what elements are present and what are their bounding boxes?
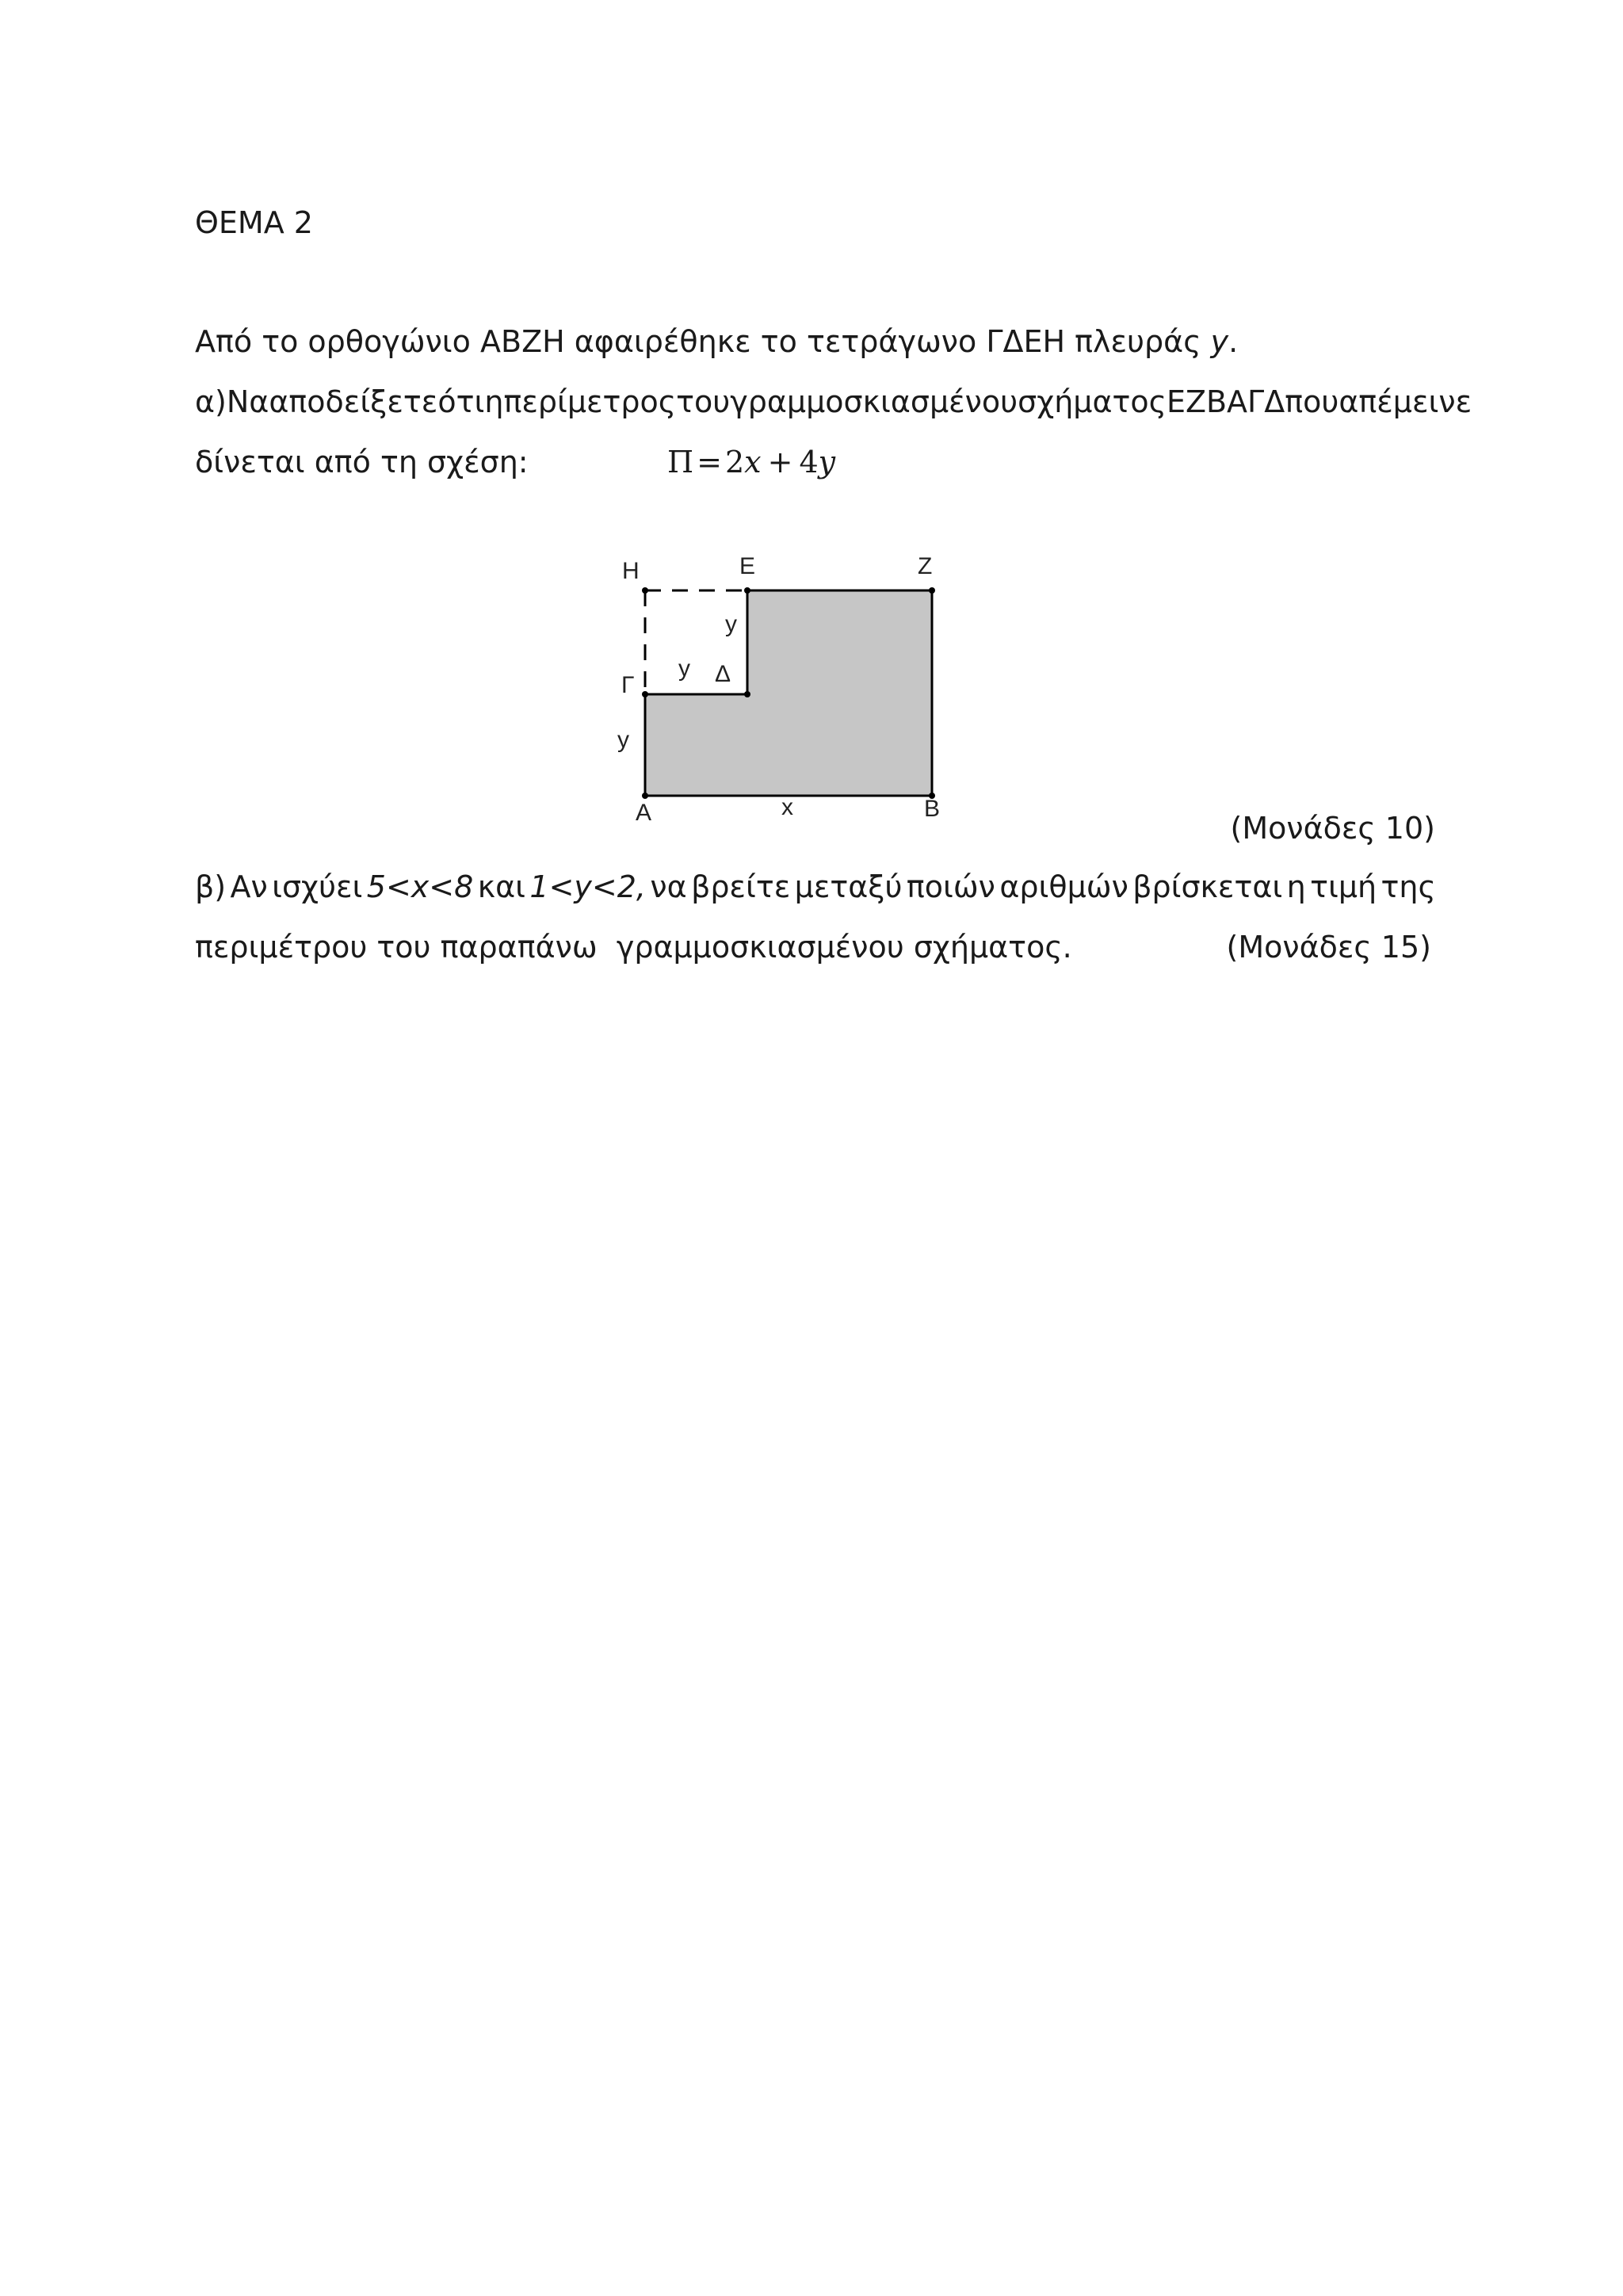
formula-equals: = — [697, 445, 722, 479]
part-b-word: βρείτε — [691, 869, 791, 904]
formula-coef-2: 4 — [799, 445, 819, 479]
label-A: Α — [636, 800, 652, 826]
intro-text: Από το ορθογώνιο ΑΒΖΗ αφαιρέθηκε το τετράγωνο ΓΔΕΗ πλευράς — [195, 324, 1201, 359]
page-heading: ΘΕΜΑ 2 — [195, 205, 313, 240]
part-a-word: του — [676, 384, 731, 419]
label-H: Η — [622, 558, 640, 584]
label-B: Β — [924, 796, 941, 822]
part-b-word: β) — [195, 869, 227, 904]
side-label-AG: y — [617, 727, 629, 753]
side-label-GD: y — [678, 655, 690, 682]
formula-coef-1: 2 — [724, 445, 745, 479]
part-b-word: Αν — [230, 869, 268, 904]
part-a-word: απέμεινε — [1338, 384, 1472, 419]
part-b-word: ποιών — [906, 869, 995, 904]
part-b-word: της — [1381, 869, 1436, 904]
side-label-ED: y — [725, 611, 737, 637]
part-b-word: η — [1286, 869, 1306, 904]
part-b-word: τιμή — [1310, 869, 1377, 904]
part-a-word: αποδείξετε — [269, 384, 438, 419]
formula-plus: + — [767, 445, 793, 479]
part-b-line-1 — [195, 867, 1436, 907]
shaded-region-EZBAGD — [645, 590, 932, 796]
part-a-line-1 — [195, 382, 1472, 422]
perimeter-formula — [667, 442, 835, 482]
label-G: Γ — [621, 672, 635, 698]
part-b-word: μεταξύ — [794, 869, 903, 904]
part-a-word: η — [484, 384, 504, 419]
part-a-line-2: δίνεται από τη σχέση: — [195, 445, 529, 479]
part-a-word: ότι — [437, 384, 485, 419]
label-D: Δ — [715, 661, 731, 687]
vertex-dot-E — [744, 587, 750, 594]
label-E: Ε — [739, 553, 756, 579]
part-b-word: ισχύει — [272, 869, 363, 904]
vertex-dot-D — [744, 691, 750, 697]
part-b-points: (Μονάδες 15) — [1226, 930, 1431, 965]
formula-var-y: y — [818, 445, 836, 479]
intro-paragraph — [195, 322, 1238, 361]
part-b-word: αριθμών — [999, 869, 1128, 904]
intro-variable: y — [1210, 324, 1229, 359]
part-b-word: και — [477, 869, 525, 904]
intro-period: . — [1228, 324, 1239, 359]
vertex-dot-A — [642, 793, 648, 799]
inequality-x: 5<x<8 — [366, 869, 474, 904]
label-Z: Ζ — [918, 553, 933, 579]
vertex-dot-H — [642, 587, 648, 594]
part-a-word: που — [1285, 384, 1339, 419]
formula-lhs: Π — [667, 445, 694, 479]
formula-var-x: x — [744, 445, 762, 479]
part-a-word: ΕΖΒΑΓΔ — [1166, 384, 1285, 419]
inequality-y: 1<y<2, — [529, 869, 646, 904]
vertex-dot-Z — [929, 587, 935, 594]
side-label-AB: x — [781, 794, 793, 820]
part-a-word: α) — [195, 384, 227, 419]
part-a-word: περίμετρος — [503, 384, 677, 419]
vertex-dot-G — [642, 691, 648, 697]
part-a-points: (Μονάδες 10) — [1230, 811, 1435, 846]
geometry-figure — [602, 547, 967, 832]
part-a-word: Να — [226, 384, 269, 419]
part-a-word: γραμμοσκιασμένου — [730, 384, 1018, 419]
part-b-word: βρίσκεται — [1132, 869, 1283, 904]
part-b-word: να — [650, 869, 687, 904]
part-b-line-2: περιμέτρου του παραπάνω γραμμοσκιασμένου σχήματος. — [195, 930, 1072, 965]
part-a-word: σχήματος — [1018, 384, 1167, 419]
